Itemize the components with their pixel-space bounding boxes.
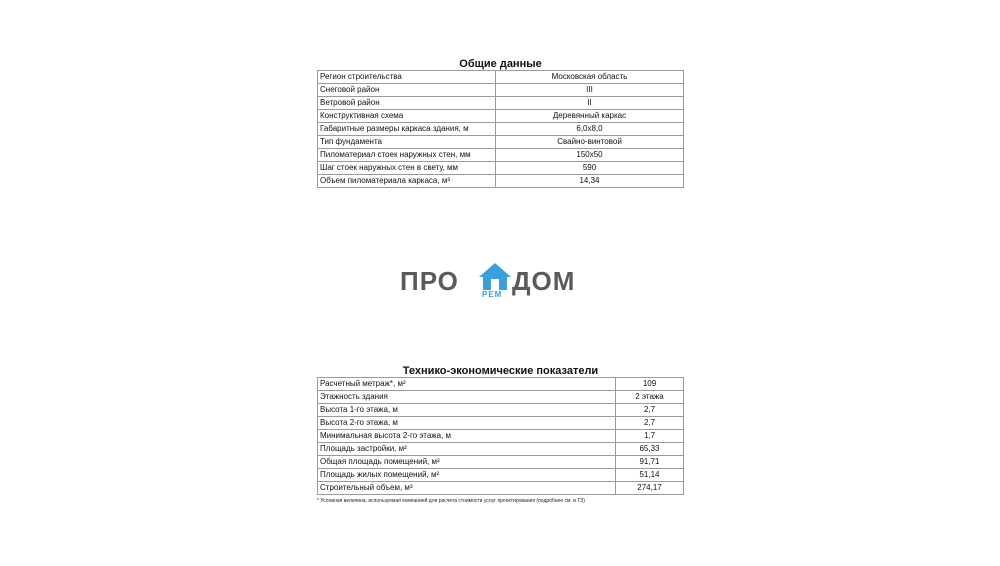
table-row [318,482,684,495]
row-label: Снеговой район [318,84,496,97]
row-value: 1,7 [616,430,684,443]
logo-text-left: ПРО [400,266,459,296]
table-row [318,110,684,123]
logo-text-right: ДОМ [512,266,576,296]
table-row [318,378,684,391]
general-data-title: Общие данные [459,58,542,70]
row-label: Тип фундамента [318,136,496,149]
row-label: Конструктивная схема [318,110,496,123]
row-value: 274,17 [616,482,684,495]
row-label: Высота 1-го этажа, м [318,404,616,417]
row-label: Пиломатериал стоек наружных стен, мм [318,149,496,162]
table-row [318,123,684,136]
row-value: 91,71 [616,456,684,469]
table-row [318,97,684,110]
row-value: 51,14 [616,469,684,482]
table-row [318,456,684,469]
row-value: 109 [616,378,684,391]
table-row [318,430,684,443]
footnote: * Условная величина, используемая компанией для расчета стоимости услуг проектирования (подробнее см. в ТЗ) [317,498,585,504]
row-label: Расчетный метраж*, м² [318,378,616,391]
row-label: Объем пиломатериала каркаса, м³ [318,175,496,188]
row-label: Габаритные размеры каркаса здания, м [318,123,496,136]
row-value: Деревянный каркас [496,110,684,123]
table-row [318,417,684,430]
row-label: Площадь жилых помещений, м² [318,469,616,482]
row-value: 150х50 [496,149,684,162]
row-value: 2,7 [616,417,684,430]
table-row [318,136,684,149]
row-label: Регион строительства [318,71,496,84]
table-row [318,469,684,482]
row-value: II [496,97,684,110]
row-label: Минимальная высота 2-го этажа, м [318,430,616,443]
table-row [318,84,684,97]
row-value: 6,0х8,0 [496,123,684,136]
row-value: 590 [496,162,684,175]
row-label: Площадь застройки, м² [318,443,616,456]
row-value: 65,33 [616,443,684,456]
logo-subtext: РЕМ [482,290,503,299]
table-row [318,391,684,404]
tech-indicators-table [317,377,684,495]
row-label: Этажность здания [318,391,616,404]
table-row [318,71,684,84]
house-icon [478,262,512,292]
row-value: Московская область [496,71,684,84]
company-logo [400,262,600,302]
table-row [318,443,684,456]
table-row [318,162,684,175]
row-value: 2,7 [616,404,684,417]
row-value: Свайно-винтовой [496,136,684,149]
row-label: Высота 2-го этажа, м [318,417,616,430]
row-value: 2 этажа [616,391,684,404]
table-row [318,149,684,162]
tech-indicators-title: Технико-экономические показатели [402,365,599,377]
row-label: Строительный объем, м³ [318,482,616,495]
row-label: Ветровой район [318,97,496,110]
row-label: Шаг стоек наружных стен в свету, мм [318,162,496,175]
row-value: 14,34 [496,175,684,188]
row-label: Общая площадь помещений, м² [318,456,616,469]
row-value: III [496,84,684,97]
table-row [318,175,684,188]
general-data-table [317,70,684,188]
table-row [318,404,684,417]
